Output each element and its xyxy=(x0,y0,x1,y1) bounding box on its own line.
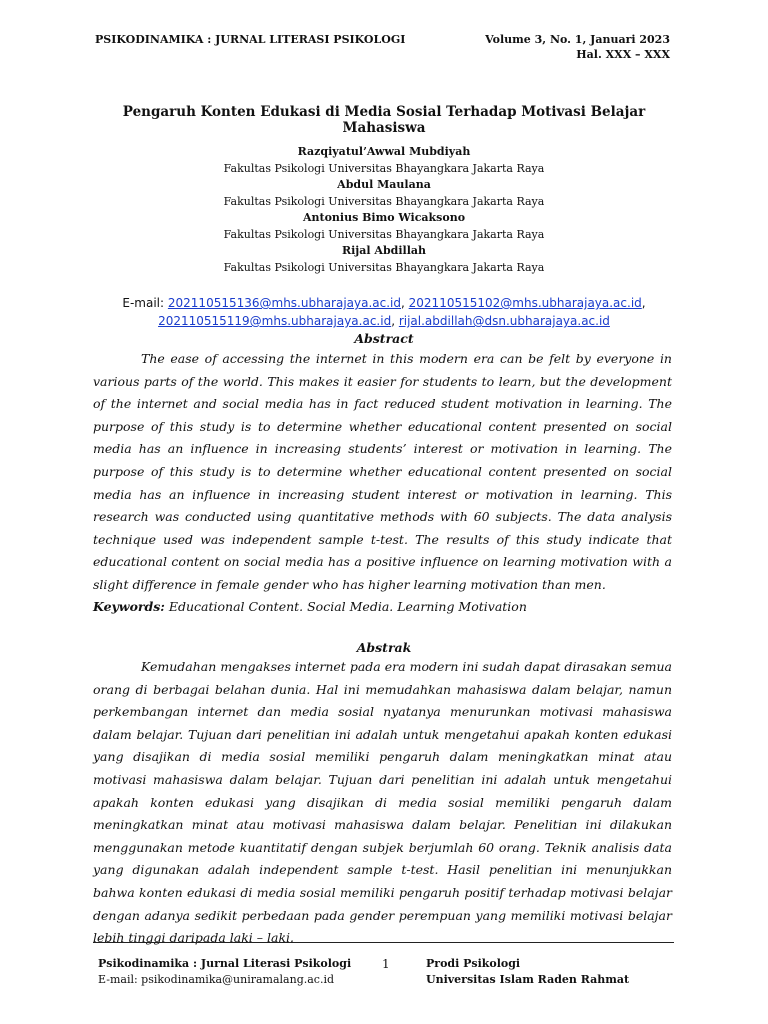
paper-title: Pengaruh Konten Edukasi di Media Sosial Terhadap Motivasi Belajar Mahasiswa xyxy=(122,104,646,136)
author-affiliation: Fakultas Psikologi Universitas Bhayangkara Jakarta Raya xyxy=(223,194,545,208)
footer-university: Universitas Islam Raden Rahmat xyxy=(426,973,630,986)
email-block: E-mail: 202110515136@mhs.ubharajaya.ac.id, 202110515102@mhs.ubharajaya.ac.id, 202110515119@mhs.ubharajaya.ac.id, rijal.abdillah@dsn.ubharajaya.ac.id xyxy=(122,296,646,328)
keywords-line xyxy=(93,599,672,614)
author-name: Abdul Maulana xyxy=(337,178,431,191)
email-link[interactable]: 202110515102@mhs.ubharajaya.ac.id xyxy=(408,296,642,310)
footer-institution xyxy=(426,956,629,988)
footer-journal: Psikodinamika : Jurnal Literasi Psikologi xyxy=(98,957,352,970)
page-number: 1 xyxy=(382,957,390,971)
author-block xyxy=(120,144,648,276)
footer-email: E-mail: psikodinamika@uniramalang.ac.id xyxy=(98,973,335,986)
footer-divider xyxy=(93,942,674,943)
volume-info: Volume 3, No. 1, Januari 2023 xyxy=(485,33,670,46)
abstrak-heading: Abstrak xyxy=(356,640,412,655)
issue-info xyxy=(485,32,670,62)
footer-journal-block xyxy=(98,956,351,988)
author-affiliation: Fakultas Psikologi Universitas Bhayangkara Jakarta Raya xyxy=(223,161,545,175)
journal-name: PSIKODINAMIKA : JURNAL LITERASI PSIKOLOGI xyxy=(95,33,406,46)
abstrak-body: Kemudahan mengakses internet pada era modern ini sudah dapat dirasakan semua orang di berbagai belahan dunia. Hal ini memudahkan mahasiswa dalam belajar, namun perkembangan internet dan media sosial nyatanya menurunkan motivasi mahasiswa dalam belajar. Tujuan dari penelitian ini adalah untuk mengetahui apakah konten edukasi yang disajikan di media sosial memiliki pengaruh dalam meningkatkan minat atau motivasi mahasiswa dalam belajar. Tujuan dari penelitian ini adalah untuk mengetahui apakah konten edukasi yang disajikan di media sosial memiliki pengaruh dalam meningkatkan minat atau motivasi mahasiswa dalam belajar. Penelitian ini dilakukan menggunakan metode kuantitatif dengan subjek berjumlah 60 orang. Teknik analisis data yang digunakan adalah independent sample t-test. Hasil penelitian ini menunjukkan bahwa konten edukasi di media sosial memiliki pengaruh positif terhadap motivasi belajar dengan adanya sedikit perbedaan pada gender perempuan yang memiliki motivasi belajar lebih tinggi daripada laki – laki. xyxy=(93,659,672,946)
author-affiliation: Fakultas Psikologi Universitas Bhayangkara Jakarta Raya xyxy=(223,260,545,274)
email-link[interactable]: 202110515136@mhs.ubharajaya.ac.id xyxy=(167,296,402,310)
author-name: Rijal Abdillah xyxy=(341,244,426,257)
author-name: Razqiyatul’Awwal Mubdiyah xyxy=(297,145,471,158)
abstract-heading: Abstract xyxy=(354,331,414,346)
abstract-body: The ease of accessing the internet in this modern era can be felt by everyone in various parts of the world. This makes it easier for students to learn, but the development of the internet and social media has in fact reduced student motivation in learning. The purpose of this study is to determine whether educational content presented on social media has an influence in increasing students’ interest or motivation in learning. The purpose of this study is to determine whether educational content presented on social media has an influence in increasing student interest or motivation in learning. This research was conducted using quantitative methods with 60 subjects. The data analysis technique used was independent sample t-test. The results of this study indicate that educational content on social media has a positive influence on learning motivation with a slight difference in female gender who has higher learning motivation than men. xyxy=(93,351,672,592)
footer-prodi: Prodi Psikologi xyxy=(426,957,521,970)
keywords-label: Keywords: xyxy=(93,599,165,614)
author-name: Antonius Bimo Wicaksono xyxy=(302,211,466,224)
author-affiliation: Fakultas Psikologi Universitas Bhayangkara Jakarta Raya xyxy=(223,227,545,241)
email-label: E-mail: xyxy=(122,296,165,310)
email-link[interactable]: rijal.abdillah@dsn.ubharajaya.ac.id xyxy=(398,314,610,328)
keywords-text: Educational Content. Social Media. Learning Motivation xyxy=(168,599,527,614)
page-range: Hal. XXX – XXX xyxy=(576,48,670,61)
email-link[interactable]: 202110515119@mhs.ubharajaya.ac.id xyxy=(158,314,392,328)
